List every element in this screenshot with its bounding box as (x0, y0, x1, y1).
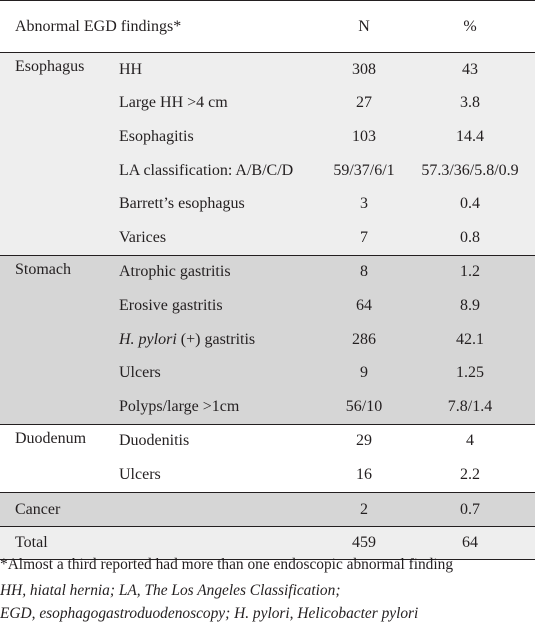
n-cell: 7 (360, 228, 369, 246)
finding-cell: Ulcers (119, 364, 161, 382)
percent-cell: 3.8 (460, 94, 481, 112)
percent-cell: 42.1 (456, 330, 485, 348)
finding-cell: Large HH >4 cm (119, 94, 228, 112)
table-row (0, 492, 535, 527)
percent-cell: 0.8 (460, 228, 481, 246)
table-row (0, 255, 535, 289)
finding-cell: Polyps/large >1cm (119, 397, 240, 415)
n-cell: 9 (360, 364, 369, 382)
header-findings: Abnormal EGD findings* (15, 17, 182, 35)
finding-cell: Duodenitis (119, 432, 190, 450)
organism-name: H. pylori (119, 330, 177, 348)
percent-cell: 2.2 (460, 465, 481, 483)
finding-cell (111, 323, 323, 357)
table-row (0, 424, 535, 458)
group-label-stomach: Stomach (15, 260, 71, 278)
percent-cell: 4 (466, 432, 475, 450)
total-label: Total (15, 534, 48, 552)
abbreviations-line-2: EGD, esophagogastroduodenoscopy; H. pylori, Helicobacter pylori (0, 605, 419, 622)
stomach-group (0, 255, 535, 424)
header-percent: % (463, 17, 477, 35)
abbreviations-line-1: HH, hiatal hernia; LA, The Los Angeles Classification; (0, 582, 341, 599)
percent-cell: 57.3/36/5.8/0.9 (421, 161, 519, 179)
percent-cell: 43 (462, 60, 479, 78)
header-n: N (358, 17, 370, 35)
esophagus-group (0, 53, 535, 256)
cancer-group (0, 492, 535, 527)
finding-cell: HH (119, 60, 143, 78)
n-cell: 3 (360, 195, 369, 213)
total-percent: 64 (462, 534, 479, 552)
finding-rest: (+) gastritis (176, 330, 256, 348)
group-label-esophagus: Esophagus (15, 58, 85, 75)
percent-cell: 14.4 (456, 127, 485, 145)
n-cell: 64 (356, 296, 373, 314)
n-cell: 8 (360, 263, 369, 281)
n-cell: 2 (360, 500, 369, 518)
duodenum-group (0, 424, 535, 492)
percent-cell: 0.7 (460, 500, 481, 518)
n-cell: 29 (356, 432, 373, 450)
table-notes (0, 553, 535, 625)
n-cell: 16 (356, 465, 373, 483)
finding-cell: Barrett’s esophagus (119, 195, 245, 213)
n-cell: 308 (352, 60, 377, 78)
percent-cell: 1.2 (460, 263, 481, 281)
header-row (0, 1, 535, 53)
table-header (0, 1, 535, 53)
group-label-cancer: Cancer (15, 500, 61, 518)
n-cell: 103 (352, 127, 377, 145)
finding-cell: Esophagitis (119, 127, 194, 145)
finding-cell (111, 492, 323, 527)
total-n: 459 (352, 534, 377, 552)
percent-cell: 8.9 (460, 296, 481, 314)
footnote: *Almost a third reported had more than one endoscopic abnormal finding (0, 556, 454, 573)
finding-cell: Varices (119, 228, 167, 246)
percent-cell: 7.8/1.4 (447, 397, 493, 415)
percent-cell: 1.25 (456, 364, 485, 382)
percent-cell: 0.4 (460, 195, 481, 213)
n-cell: 286 (352, 330, 377, 348)
n-cell: 27 (356, 94, 373, 112)
finding-cell: LA classification: A/B/C/D (119, 161, 294, 179)
finding-cell: Ulcers (119, 465, 161, 483)
table-row (0, 53, 535, 87)
n-cell: 59/37/6/1 (333, 161, 395, 179)
finding-cell: Erosive gastritis (119, 296, 223, 314)
group-label-duodenum: Duodenum (15, 429, 87, 447)
n-cell: 56/10 (345, 397, 383, 415)
finding-cell: Atrophic gastritis (119, 263, 231, 281)
